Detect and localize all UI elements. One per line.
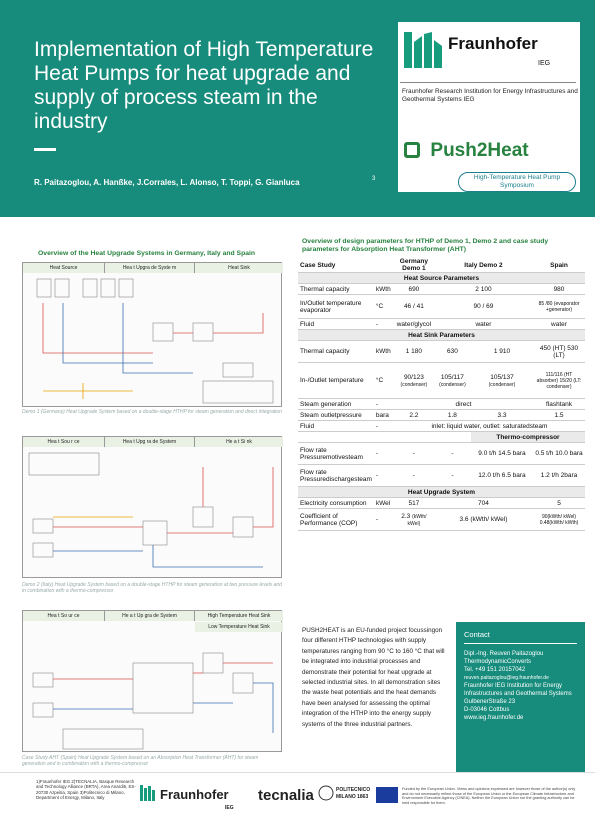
diagrams-section-title: Overview of the Heat Upgrade Systems in Germany, Italy and Spain	[38, 250, 256, 257]
cell: 1 180	[394, 341, 434, 363]
symposium-logo: High-Temperature Heat Pump Symposium	[458, 172, 576, 192]
cell: 105/137 (condenser)	[471, 363, 533, 399]
row-unit: °C	[374, 295, 394, 319]
section-thermo-compressor: Thermo-compressor	[471, 432, 585, 443]
fraunhofer-unit: IEG	[538, 60, 551, 67]
col-italy: Italy Demo 2	[434, 258, 533, 273]
row-label: Flow rate Pressuremotivesteam	[298, 443, 374, 465]
diagram3-header-source: Hea t So ur ce	[23, 611, 105, 621]
cell: water	[533, 319, 585, 330]
contact-street: GulbenerStraße 23	[464, 698, 516, 705]
demo2-diagram	[22, 436, 282, 578]
contact-box	[456, 622, 585, 772]
diagram3-caption: Case Study AHT (Spain) Heat Upgrade System based on an Absorption Heat Transformer (AHT) for steam generation and in combination with a thermo-compressor	[22, 755, 259, 767]
diagram1-header-source: Heat Source	[23, 263, 105, 273]
col-case-study: Case Study	[298, 258, 374, 273]
diagram2-header-source: Hea t Sou r ce	[23, 437, 105, 447]
contact-web[interactable]: www.ieg.fraunhofer.de	[464, 714, 524, 721]
row-label: In/Outlet temperature evaporator	[298, 295, 374, 319]
cell: 2.3 (kWth/ kWel)	[394, 509, 434, 531]
cell: -	[394, 443, 434, 465]
diagram2-header-sink: He a t Si nk	[195, 437, 283, 447]
divider	[400, 82, 576, 83]
footnotes: 1)Fraunhofer IEG 2)TECNALIA, Basque Research and Technology Alliance (BRTA), Area Anardi5, ES-20730 Azpeitia, Spain 3)Politecnico di Milano, Department of Energy, Milano, Italy	[36, 779, 136, 801]
row-unit: °C	[374, 363, 394, 399]
cell: 1.5	[533, 410, 585, 421]
cell: water	[434, 319, 533, 330]
footer	[0, 772, 595, 840]
cell: 3.3	[471, 410, 533, 421]
logo-panel	[398, 22, 580, 192]
cell: 0.5 t/h 10.0 bara	[533, 443, 585, 465]
cell: 90 / 69	[434, 295, 533, 319]
demo1-schematic	[23, 273, 281, 406]
diagram1-header-upgrade: Hea t Upgra de Syste m	[105, 263, 195, 273]
contact-city: D-03046 Cottbus	[464, 706, 510, 713]
contact-tel: Tel. +49 151 20157042	[464, 666, 526, 673]
cell: flashtank	[533, 399, 585, 410]
diagram1-header-sink: Heat Sink	[195, 263, 283, 273]
fraunhofer-name: Fraunhofer	[448, 34, 538, 53]
diagram1-caption: Demo 1 (Germany) Heat Upgrade System based on a double-stage HTHP for steam generation and direct integration	[22, 409, 282, 415]
cell: 85 /80 (evaporator +generator)	[533, 295, 585, 319]
cell: 704	[434, 498, 533, 509]
cell: 630	[434, 341, 471, 363]
cell: direct	[394, 399, 533, 410]
aht-diagram	[22, 610, 282, 752]
cell: 2 100	[434, 284, 533, 295]
cell: 690	[394, 284, 434, 295]
poster-title: Implementation of High Temperature Heat Pumps for heat upgrade and supply of process steam in the industry	[34, 38, 374, 133]
row-label: Fluid	[298, 319, 374, 330]
row-unit: -	[374, 399, 394, 410]
footer-ieg: IEG	[225, 805, 234, 811]
cell: 90/123 (condenser)	[394, 363, 434, 399]
cell: inlet: liquid water, outlet: saturatedsteam	[394, 421, 585, 432]
row-label: Coefficient of Performance (COP)	[298, 509, 374, 531]
row-label: Steam generation	[298, 399, 374, 410]
contact-divider	[464, 643, 577, 644]
row-label: In-/Outlet temperature	[298, 363, 374, 399]
row-unit: -	[374, 319, 394, 330]
footer-fraunhofer: Fraunhofer	[160, 787, 229, 802]
header-banner	[0, 0, 595, 217]
cell: 12.0 t/h 6.5 bara	[471, 465, 533, 487]
row-label: Thermal capacity	[298, 341, 374, 363]
eu-flag-icon	[376, 787, 398, 803]
cell: 517	[394, 498, 434, 509]
table-section-title: Overview of design parameters for HTHP of Demo 1, Demo 2 and case study parameters for Absorption Heat Transformer (AHT)	[302, 238, 549, 253]
contact-name: Dipl.-Ing. Reuven Paitazoglou	[464, 650, 544, 657]
diagram3-header-lt-sink: Low Temperature Heat Sink	[195, 622, 283, 632]
row-unit: kWth	[374, 341, 394, 363]
cell: 1.2 t/h 2bara	[533, 465, 585, 487]
row-unit: -	[374, 421, 394, 432]
row-unit: bara	[374, 410, 394, 421]
cell: 90(kWth/ kWel) 0.48(kWth/ kWth)	[533, 509, 585, 531]
cell: -	[434, 443, 471, 465]
contact-title: Contact	[464, 630, 490, 639]
cell: 450 (HT) 530 (LT)	[533, 341, 585, 363]
footer-tecnalia: tecnalia	[258, 787, 314, 804]
row-unit: -	[374, 465, 394, 487]
push2heat-icon	[404, 142, 420, 158]
contact-org: Fraunhofer IEG Institution for Energy Infrastructures and Geothermal Systems	[464, 682, 572, 697]
fraunhofer-logo-icon	[404, 32, 444, 68]
fraunhofer-description: Fraunhofer Research Institution for Energy Infrastructures and Geothermal Systems IEG	[402, 88, 578, 103]
row-unit: kWth	[374, 284, 394, 295]
cell: 9.0 t/h 14.5 bara	[471, 443, 533, 465]
row-label: Electricity consumption	[298, 498, 374, 509]
row-label: Steam outletpressure	[298, 410, 374, 421]
col-germany: Germany Demo 1	[394, 258, 434, 273]
footer-polimi: POLITECNICO MILANO 1863	[336, 787, 371, 800]
project-description: PUSH2HEAT is an EU-funded project focussingon four different HTHP technologies with supply temperatures ranging from 90 °C to 160 °C that will be integrated into industrial processes and demonstrate their potential for heat upgrade at selected industrial sites. In all demonstration sites the waste heat potentials and the heat demands have been analysed for assessing the optimal integration of the HTHP into the energy supply systems of the three industrial partners.	[302, 627, 445, 728]
fraunhofer-footer-icon	[140, 785, 158, 801]
demo2-schematic	[23, 447, 281, 577]
row-unit: -	[374, 443, 394, 465]
cell: water/glycol	[394, 319, 434, 330]
row-label: Thermal capacity	[298, 284, 374, 295]
section-heat-source: Heat Source Parameters	[298, 273, 585, 284]
diagram2-header-upgrade: Hea t Upg ra de System	[105, 437, 195, 447]
row-label: Fluid	[298, 421, 374, 432]
cell: -	[394, 465, 434, 487]
parameters-table	[298, 258, 585, 531]
cell: 5	[533, 498, 585, 509]
row-unit: kWel	[374, 498, 394, 509]
demo1-diagram	[22, 262, 282, 407]
contact-email[interactable]: reuven.paitazoglou@ieg.fraunhofer.de	[464, 674, 549, 681]
polimi-seal-icon	[318, 785, 334, 801]
push2heat-logo: Push2Heat	[430, 140, 529, 161]
cell: 2.2	[394, 410, 434, 421]
eu-funding-text: Funded by the European Union. Views and opinions expressed are however those of the author(s) only and do not necessarily reflect those of the European Union or the European Climate Infrastructure and Environment Executive Agency (CINEA). Neither the European Union nor the granting authority can be held responsible for them.	[402, 787, 576, 805]
title-underline	[34, 148, 56, 151]
cell: 3.6 (kWth/ kWel)	[434, 509, 533, 531]
cell: 46 / 41	[394, 295, 434, 319]
cell: 1.8	[434, 410, 471, 421]
section-heat-sink: Heat Sink Parameters	[298, 330, 585, 341]
diagram3-header-upgrade: He a t Up gra de System	[105, 611, 195, 621]
cell: 980	[533, 284, 585, 295]
diagram2-caption: Demo 2 (Italy) Heat Upgrade System based on a double-stage HTHP for steam generation at two pressure levels and in combination with a thermo-compressor	[22, 582, 282, 594]
authors: R. Paitazoglou, A. Hanßke, J.Corrales, L. Alonso, T. Toppi, G. Gianluca	[34, 178, 300, 187]
col-spain: Spain	[533, 258, 585, 273]
cell: 1 910	[471, 341, 533, 363]
affiliation-mark: 3	[372, 176, 376, 182]
cell: -	[434, 465, 471, 487]
cell: 111/116 (HT absorber) 15/20 (LT: condenser)	[533, 363, 585, 399]
diagram3-header-ht-sink: High Temperature Heat Sink	[195, 611, 283, 621]
row-unit: -	[374, 509, 394, 531]
row-label: Flow rate Pressuredischargesteam	[298, 465, 374, 487]
cell: 105/117 (condenser)	[434, 363, 471, 399]
contact-role: ThermodynamicConverts	[464, 658, 532, 665]
aht-schematic	[23, 633, 281, 751]
section-heat-upgrade: Heat Upgrade System	[298, 487, 585, 498]
